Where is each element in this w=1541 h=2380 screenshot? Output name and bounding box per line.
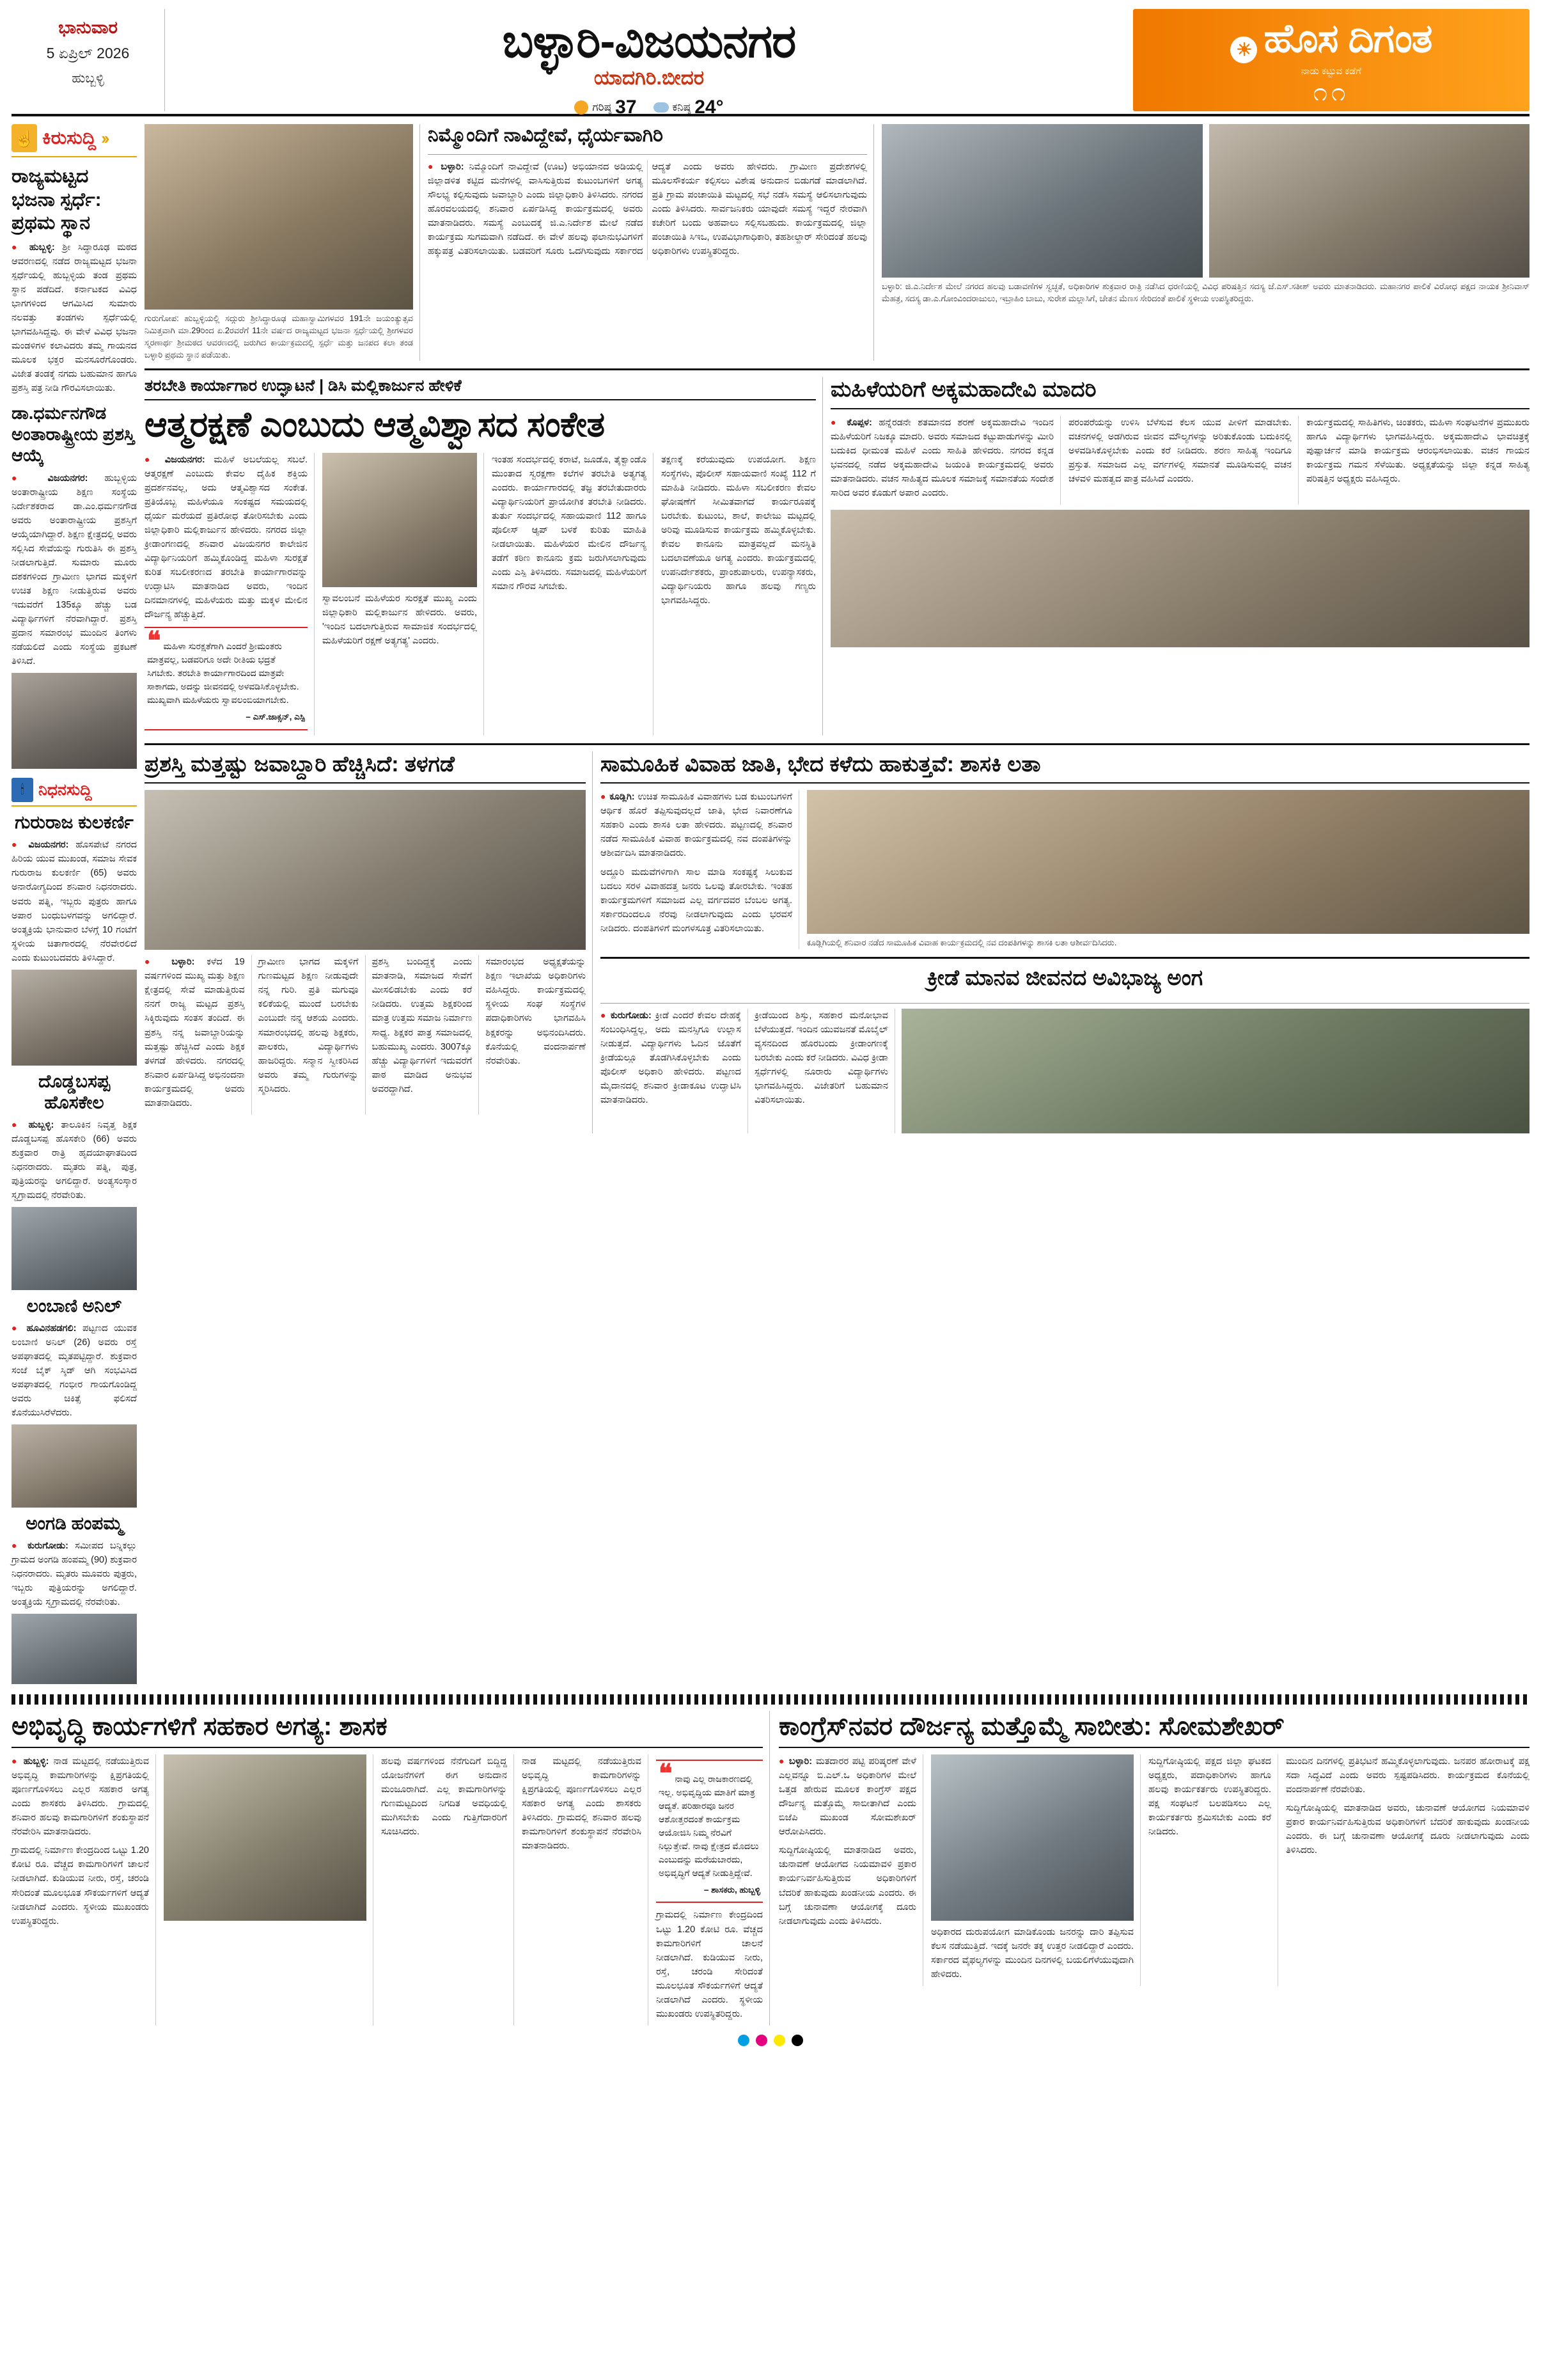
obituary-photo xyxy=(12,970,137,1066)
bullet-icon: ● xyxy=(12,839,22,850)
bottom-right-photo xyxy=(931,1754,1134,1921)
br-col-2: ಸುದ್ದಿಗೋಷ್ಠಿಯಲ್ಲಿ ಪಕ್ಷದ ಜಿಲ್ಲಾ ಘಟಕದ ಅಧ್ಯಕ್ಷರು, ಪದಾಧಿಕಾರಿಗಳು ಹಾಗೂ ಹಲವು ಕಾರ್ಯಕರ್ತರು ಉಪಸ್ಥಿತರಿದ್ದರು. ಪಕ್ಷ ಸಂಘಟನೆ ಬಲಪಡಿಸಲು ಎಲ್ಲ ಕಾರ್ಯಕರ್ತರು ಶ್ರಮಿಸಬೇಕು ಎಂದು ಕರೆ ನೀಡಿದರು. xyxy=(1140,1754,1271,1986)
obituary-name: ಗುರುರಾಜ ಕುಲಕರ್ಣಿ xyxy=(15,812,134,833)
bullet-icon: ● xyxy=(600,1009,607,1020)
quote-mark-icon: ❝ xyxy=(147,627,161,656)
kreede-photo xyxy=(902,1009,1529,1133)
weather-min-label: ಕನಿಷ್ಠ xyxy=(672,101,691,113)
atma-col-4: ತಕ್ಷಣಕ್ಕೆ ಕರೆಯುವುದು ಉಪಯೋಗ. ಶಿಕ್ಷಣ ಸಂಸ್ಥೆಗಳು, ಪೊಲೀಸ್ ಸಹಾಯವಾಣಿ ಸಂಖ್ಯೆ 112 ಗೆ ಮಾಹಿತಿ ನೀಡಿದರು. ಮಹಿಳಾ ಸಬಲೀಕರಣ ಕೇವಲ ಘೋಷಣೆಗೆ ಸೀಮಿತವಾಗದೆ ಕಾರ್ಯರೂಪಕ್ಕೆ ಬರಬೇಕು. ಕುಟುಂಬ, ಶಾಲೆ, ಕಾಲೇಜು ಮಟ್ಟದಲ್ಲಿ ಅರಿವು ಮೂಡಿಸುವ ಕಾರ್ಯಕ್ರಮ ಹಮ್ಮಿಕೊಳ್ಳಬೇಕು. ಕೇವಲ ಕಾನೂನು ಮಾತ್ರವಲ್ಲದೆ ಮನಸ್ಥಿತಿ ಬದಲಾವಣೆಯೂ ಅಗತ್ಯ ಎಂದರು. ಕಾರ್ಯಕ್ರಮದಲ್ಲಿ ಉಪನಿರ್ದೇಶಕರು, ಪ್ರಾಂಶುಪಾಲರು, ಉಪನ್ಯಾಸಕರು, ವಿದ್ಯಾರ್ಥಿನಿಯರು ಹಾಗೂ ಹಲವು ಗಣ್ಯರು ಭಾಗವಹಿಸಿದ್ದರು. xyxy=(653,453,816,736)
sun-burst-icon: ☀ xyxy=(1230,36,1257,63)
atma-col-1: ● ವಿಜಯನಗರ: ಮಹಿಳೆ ಅಬಲೆಯಲ್ಲ ಸಬಲೆ. ಆತ್ಮರಕ್ಷಣೆ ಎಂಬುದು ಕೇವಲ ದೈಹಿಕ ಶಕ್ತಿಯ ಪ್ರದರ್ಶನವಲ್ಲ, ಅದು ಆತ್ಮವಿಶ್ವಾಸದ ಸಂಕೇತ. ಪ್ರತಿಯೊಬ್ಬ ಮಹಿಳೆಯೂ ಸಂಕಷ್ಟದ ಸಮಯದಲ್ಲಿ ಧೈರ್ಯ ಮರೆಯದೆ ಪ್ರತಿರೋಧ ತೋರಿಸಬೇಕು ಎಂದು ಜಿಲ್ಲಾಧಿಕಾರಿ ಮಲ್ಲಿಕಾರ್ಜುನ ಹೇಳಿದರು. ನಗರದ ಜಿಲ್ಲಾ ಕ್ರೀಡಾಂಗಣದಲ್ಲಿ ಶನಿವಾರ ವಿಜಯನಗರ ಕಾಲೇಜಿನ ವಿದ್ಯಾರ್ಥಿನಿಯರಿಗೆ ಹಮ್ಮಿಕೊಂಡಿದ್ದ ಮಹಿಳಾ ಸುರಕ್ಷತೆ ಕುರಿತ ಸಬಲೀಕರಣದ ತರಬೇತಿ ಕಾರ್ಯಾಗಾರವನ್ನು ಉದ್ಘಾಟಿಸಿ ಮಾತನಾಡಿದ ಅವರು, ಇಂದಿನ ದಿನಮಾನಗಳಲ್ಲಿ ಮಹಿಳೆಯರು ಮತ್ತು ಮಕ್ಕಳ ಮೇಲಿನ ದೌರ್ಜನ್ಯ ಹೆಚ್ಚುತ್ತಿದೆ. ❝ ಮಹಿಳಾ ಸುರಕ್ಷತೆಗಾಗಿ ಎಂದರೆ ಶ್ರೀಮಂತರು ಮಾತ್ರವಲ್ಲ, ಬಡವರಿಗೂ ಅದೇ ರೀತಿಯ ಭದ್ರತೆ ಸಿಗಬೇಕು. ತರಬೇತಿ ಕಾರ್ಯಾಗಾರದಿಂದ ಮಾತ್ರವೇ ಸಾಕಾಗದು, ಅದನ್ನು ಜೀವನದಲ್ಲಿ ಅಳವಡಿಸಿಕೊಳ್ಳಬೇಕು. ಮುಖ್ಯವಾಗಿ ಮಹಿಳೆಯರು ಸ್ವಾವಲಂಬಿಯಾಗಬೇಕು. – ಎಸ್.ಜಾಕ್ಸನ್, ಎಸ್ಪಿ xyxy=(145,453,308,736)
nidhana-sudhi-header xyxy=(12,778,137,807)
atma-col-2: ಸ್ವಾವಲಂಬನೆ ಮಹಿಳೆಯರ ಸುರಕ್ಷತೆ ಮುಖ್ಯ ಎಂದು ಜಿಲ್ಲಾಧಿಕಾರಿ ಮಲ್ಲಿಕಾರ್ಜುನ ಹೇಳಿದರು. ಅವರು, 'ಇಂದಿನ ಬದಲಾಗುತ್ತಿರುವ ಸಾಮಾಜಿಕ ಸಂದರ್ಭದಲ್ಲಿ ಮಹಿಳೆಯರಿಗೆ ರಕ್ಷಣೆ ಅತ್ಯಗತ್ಯ' ಎಂದರು. xyxy=(314,453,477,736)
brief-1-body: ● ಹುಬ್ಬಳ್ಳಿ: ಶ್ರೀ ಸಿದ್ಧಾರೂಢ ಮಠದ ಆವರಣದಲ್ಲಿ ನಡೆದ ರಾಜ್ಯಮಟ್ಟದ ಭಜನಾ ಸ್ಪರ್ಧೆಯಲ್ಲಿ ಹುಬ್ಬಳ್ಳಿಯ ತಂಡ ಪ್ರಥಮ ಸ್ಥಾನ ಪಡೆದಿದೆ. ಕರ್ನಾಟಕದ ವಿವಿಧ ಭಾಗಗಳಿಂದ ಆಗಮಿಸಿದ ಸುಮಾರು ನಲವತ್ತು ತಂಡಗಳು ಸ್ಪರ್ಧೆಯಲ್ಲಿ ಭಾಗವಹಿಸಿದ್ದವು. ಈ ವೇಳೆ ವಿವಿಧ ಭಜನಾ ಮಂಡಳಿಗಳ ಕಲಾವಿದರು ತಮ್ಮ ಗಾಯನದ ಮೂಲಕ ಭಕ್ತರ ಮನಸೂರೆಗೊಂಡರು. ವಿಜೇತ ತಂಡಕ್ಕೆ ನಗದು ಬಹುಮಾನ ಹಾಗೂ ಪ್ರಶಸ್ತಿ ಪತ್ರ ನೀಡಿ ಗೌರವಿಸಲಾಯಿತು. xyxy=(12,241,137,394)
cloud-icon xyxy=(653,102,669,113)
samuhika-photo-block xyxy=(799,790,1529,949)
story-atma-kicker: ತರಬೇತಿ ಕಾರ್ಯಾಗಾರ ಉದ್ಘಾಟನೆ | ಡಿಸಿ ಮಲ್ಲಿಕಾರ್ಜುನ ಹೇಳಿಕೆ xyxy=(145,377,816,400)
prashasti-headline: ಪ್ರಶಸ್ತಿ ಮತ್ತಷ್ಟು ಜವಾಬ್ದಾರಿ ಹೆಚ್ಚಿಸಿದೆ: ತಳಗಡೆ xyxy=(145,752,586,784)
logo-edition-mark: ೧೧ xyxy=(1313,78,1350,106)
page-content xyxy=(12,124,1529,1684)
atma-pullquote-attr: – ಎಸ್.ಜಾಕ್ಸನ್, ಎಸ್ಪಿ xyxy=(246,712,305,722)
masthead-date-block xyxy=(12,9,165,111)
prashasti-photo xyxy=(145,790,586,950)
obituary-body: ● ಕುರುಗೋಡು: ಸಮೀಪದ ಬನ್ನಿಕಲ್ಲು ಗ್ರಾಮದ ಅಂಗಡಿ ಹಂಪಮ್ಮ (90) ಶುಕ್ರವಾರ ನಿಧನರಾದರು. ಮೃತರು ಮೂವರು ಪುತ್ರರು, ಇಬ್ಬರು ಪುತ್ರಿಯರನ್ನು ಅಗಲಿದ್ದಾರೆ. ಅಂತ್ಯಕ್ರಿಯೆ ಸ್ವಗ್ರಾಮದಲ್ಲಿ ನೆರವೇರಿತು. xyxy=(12,1540,137,1608)
lamp-icon xyxy=(12,778,33,802)
story-nivedve-headline: ನಿಮ್ಮೊಂದಿಗೆ ನಾವಿದ್ದೇವೆ, ಧೈರ್ಯವಾಗಿರಿ xyxy=(428,125,663,146)
bullet-icon: ● xyxy=(600,791,607,802)
kreede-headline: ಕ್ರೀಡೆ ಮಾನವ ಜೀವನದ ಅವಿಭಾಜ್ಯ ಅಂಗ xyxy=(927,966,1203,991)
weather-max-label: ಗರಿಷ್ಠ xyxy=(592,101,612,113)
brief-1-headline: ರಾಜ್ಯಮಟ್ಟದ ಭಜನಾ ಸ್ಪರ್ಧೆ: ಪ್ರಥಮ ಸ್ಥಾನ xyxy=(12,166,102,234)
story-prashasti xyxy=(145,752,586,1133)
second-row xyxy=(145,377,1529,735)
br-photo-block: ಅಧಿಕಾರದ ದುರುಪಯೋಗ ಮಾಡಿಕೊಂಡು ಜನರನ್ನು ದಾರಿ ತಪ್ಪಿಸುವ ಕೆಲಸ ನಡೆಯುತ್ತಿದೆ. ಇದಕ್ಕೆ ಜನರೇ ತಕ್ಕ ಉತ್ತರ ನೀಡಲಿದ್ದಾರೆ ಎಂದರು. ಸರ್ಕಾರದ ವೈಫಲ್ಯಗಳನ್ನು ಮುಂದಿನ ದಿನಗಳಲ್ಲಿ ಬಯಲಿಗೆಳೆಯುವುದಾಗಿ ಹೇಳಿದರು. xyxy=(923,1754,1134,1986)
bl-col-2: ಹಲವು ವರ್ಷಗಳಿಂದ ನೆನೆಗುದಿಗೆ ಬಿದ್ದಿದ್ದ ಯೋಜನೆಗಳಿಗೆ ಈಗ ಅನುದಾನ ಮಂಜೂರಾಗಿದೆ. ಎಲ್ಲ ಕಾಮಗಾರಿಗಳನ್ನು ಗುಣಮಟ್ಟದಿಂದ ನಿಗದಿತ ಅವಧಿಯಲ್ಲಿ ಮುಗಿಸಬೇಕು ಎಂದು ಗುತ್ತಿಗೆದಾರರಿಗೆ ಸೂಚಿಸಿದರು. xyxy=(373,1754,507,2026)
sun-icon xyxy=(574,100,588,114)
kreede-photo-block xyxy=(895,1009,1529,1133)
yellow-dot-icon xyxy=(774,2035,785,2046)
left-rail xyxy=(12,124,137,1684)
brief-2-photo xyxy=(12,673,137,769)
story-atma xyxy=(145,377,816,735)
bullet-icon: ● xyxy=(12,1756,19,1767)
kiru-sudhi-header xyxy=(12,124,137,157)
bullet-icon: ● xyxy=(145,956,160,967)
story-kreede xyxy=(600,965,1529,1133)
bottom-section xyxy=(12,1711,1529,2026)
protest-photo-1 xyxy=(882,124,1203,278)
third-row xyxy=(145,752,1529,1133)
atma-col-3: ಇಂತಹ ಸಂದರ್ಭದಲ್ಲಿ ಕರಾಟೆ, ಜೂಡೊ, ತೈಕ್ವಾಂಡೊ ಮುಂತಾದ ಸ್ವರಕ್ಷಣಾ ಕಲೆಗಳ ತರಬೇತಿ ಅತ್ಯಗತ್ಯ ಎಂದರು. ಕಾರ್ಯಾಗಾರದಲ್ಲಿ ತಜ್ಞ ತರಬೇತುದಾರರು ವಿದ್ಯಾರ್ಥಿನಿಯರಿಗೆ ಪ್ರಾಯೋಗಿಕ ತರಬೇತಿ ನೀಡಿದರು. ತುರ್ತು ಸಂದರ್ಭದಲ್ಲಿ ಸಹಾಯವಾಣಿ 112 ಹಾಗೂ ಪೊಲೀಸ್ ಆ್ಯಪ್ ಬಳಕೆ ಕುರಿತು ಮಾಹಿತಿ ನೀಡಲಾಯಿತು. ಮಹಿಳೆಯರ ಮೇಲಿನ ದೌರ್ಜನ್ಯ ತಡೆಗೆ ಕಠಿಣ ಕಾನೂನು ಕ್ರಮ ಜರುಗಿಸಲಾಗುವುದು ಎಂದು ಎಸ್ಪಿ ತಿಳಿಸಿದರು. ಸಮಾಜದಲ್ಲಿ ಮಹಿಳೆಯರಿಗೆ ಸಮಾನ ಗೌರವ ಸಿಗಬೇಕು. xyxy=(483,453,646,736)
story-nivedve xyxy=(419,124,867,361)
br-col-1: ● ಬಳ್ಳಾರಿ: ಮತದಾರರ ಪಟ್ಟಿ ಪರಿಷ್ಕರಣೆ ವೇಳೆ ಎಲ್ಲವನ್ನೂ ಬಿ.ಎಲ್.ಒ ಅಧಿಕಾರಿಗಳ ಮೇಲೆ ಒತ್ತಡ ಹೇರುವ ಮೂಲಕ ಕಾಂಗ್ರೆಸ್ ಪಕ್ಷದ ದೌರ್ಜನ್ಯ ಮತ್ತೊಮ್ಮೆ ಸಾಬೀತಾಗಿದೆ ಎಂದು ಬಿಜೆಪಿ ಮುಖಂಡ ಸೋಮಶೇಖರ್ ಆರೋಪಿಸಿದರು. ಸುದ್ದಿಗೋಷ್ಠಿಯಲ್ಲಿ ಮಾತನಾಡಿದ ಅವರು, ಚುನಾವಣೆ ಆಯೋಗದ ನಿಯಮಾವಳಿ ಪ್ರಕಾರ ಕಾರ್ಯನಿರ್ವಹಿಸುತ್ತಿರುವ ಅಧಿಕಾರಿಗಳಿಗೆ ಬೆದರಿಕೆ ಹಾಕುವುದು ಖಂಡನೀಯ ಎಂದರು. ಈ ಬಗ್ಗೆ ಚುನಾವಣಾ ಆಯೋಗಕ್ಕೆ ದೂರು ನೀಡಲಾಗುವುದು ಎಂದು ತಿಳಿಸಿದರು. xyxy=(779,1756,916,1927)
bl-col-1: ● ಹುಬ್ಬಳ್ಳಿ: ನಾಡ ಮಟ್ಟದಲ್ಲಿ ನಡೆಯುತ್ತಿರುವ ಅಭಿವೃದ್ಧಿ ಕಾಮಗಾರಿಗಳನ್ನು ಕ್ಷಿಪ್ರಗತಿಯಲ್ಲಿ ಪೂರ್ಣಗೊಳಿಸಲು ಎಲ್ಲರ ಸಹಕಾರ ಅಗತ್ಯ ಎಂದು ಶಾಸಕರು ತಿಳಿಸಿದರು. ಗ್ರಾಮದಲ್ಲಿ ಶನಿವಾರ ಹಲವು ಕಾಮಗಾರಿಗಳಿಗೆ ಶಂಕುಸ್ಥಾಪನೆ ನೆರವೇರಿಸಿ ಮಾತನಾಡಿದರು. ಗ್ರಾಮದಲ್ಲಿ ನಿರ್ಮಾಣ ಕೇಂದ್ರದಿಂದ ಒಟ್ಟು 1.20 ಕೋಟಿ ರೂ. ವೆಚ್ಚದ ಕಾಮಗಾರಿಗಳಿಗೆ ಚಾಲನೆ ನೀಡಲಾಗಿದೆ. ಕುಡಿಯುವ ನೀರು, ರಸ್ತೆ, ಚರಂಡಿ ಸೇರಿದಂತೆ ಮೂಲಭೂತ ಸೌಕರ್ಯಗಳಿಗೆ ಆದ್ಯತೆ ನೀಡಲಾಗಿದೆ ಎಂದರು. ಸ್ಥಳೀಯ ಮುಖಂಡರು ಉಪಸ್ಥಿತರಿದ್ದರು. xyxy=(12,1756,149,1927)
cyan-dot-icon xyxy=(738,2035,749,2046)
br-col-3: ಮುಂದಿನ ದಿನಗಳಲ್ಲಿ ಪ್ರತಿಭಟನೆ ಹಮ್ಮಿಕೊಳ್ಳಲಾಗುವುದು. ಜನಪರ ಹೋರಾಟಕ್ಕೆ ಪಕ್ಷ ಸದಾ ಸಿದ್ಧವಿದೆ ಎಂದು ಅವರು ಸ್ಪಷ್ಟಪಡಿಸಿದರು. ಕಾರ್ಯಕ್ರಮದ ಕೊನೆಯಲ್ಲಿ ವಂದನಾರ್ಪಣೆ ನೆರವೇರಿತು. ಸುದ್ದಿಗೋಷ್ಠಿಯಲ್ಲಿ ಮಾತನಾಡಿದ ಅವರು, ಚುನಾವಣೆ ಆಯೋಗದ ನಿಯಮಾವಳಿ ಪ್ರಕಾರ ಕಾರ್ಯನಿರ್ವಹಿಸುತ್ತಿರುವ ಅಧಿಕಾರಿಗಳಿಗೆ ಬೆದರಿಕೆ ಹಾಕುವುದು ಖಂಡನೀಯ ಎಂದರು. ಈ ಬಗ್ಗೆ ಚುನಾವಣಾ ಆಯೋಗಕ್ಕೆ ದೂರು ನೀಡಲಾಗುವುದು ಎಂದು ತಿಳಿಸಿದರು. xyxy=(1278,1754,1529,1986)
top-right-photo-block xyxy=(873,124,1529,361)
kreede-col-1: ● ಕುರುಗೋಡು: ಕ್ರೀಡೆ ಎಂದರೆ ಕೇವಲ ದೇಹಕ್ಕೆ ಸಂಬಂಧಿಸಿದ್ದಲ್ಲ, ಅದು ಮನಸ್ಸಿಗೂ ಉಲ್ಲಾಸ ನೀಡುತ್ತದೆ. ವಿದ್ಯಾರ್ಥಿಗಳು ಓದಿನ ಜೊತೆಗೆ ಕ್ರೀಡೆಯಲ್ಲೂ ತೊಡಗಿಸಿಕೊಳ್ಳಬೇಕು ಎಂದು ಪೊಲೀಸ್ ಅಧಿಕಾರಿ ಹೇಳಿದರು. ಪಟ್ಟಣದ ಮೈದಾನದಲ್ಲಿ ಶನಿವಾರ ಕ್ರೀಡಾಕೂಟ ಉದ್ಘಾಟಿಸಿ ಮಾತನಾಡಿದರು. xyxy=(600,1009,741,1106)
publication-logo xyxy=(1133,9,1529,111)
weather-strip xyxy=(165,97,1133,118)
obituary-body: ● ಹುಬ್ಬಳ್ಳಿ: ತಾಲೂಕಿನ ನಿವೃತ್ತ ಶಿಕ್ಷಕ ದೊಡ್ಡಬಸಪ್ಪ ಹೊಸಕೇರಿ (66) ಅವರು ಶುಕ್ರವಾರ ರಾತ್ರಿ ಹೃದಯಾಘಾತದಿಂದ ನಿಧನರಾದರು. ಮೃತರು ಪತ್ನಿ, ಪುತ್ರ, ಪುತ್ರಿಯರನ್ನು ಅಗಲಿದ್ದಾರೆ. ಅಂತ್ಯಸಂಸ್ಕಾರ ಸ್ವಗ್ರಾಮದಲ್ಲಿ ನೆರವೇರಿತು. xyxy=(12,1119,137,1201)
chevron-right-icon: ›› xyxy=(101,128,107,148)
top-photo-block xyxy=(145,124,413,361)
weather-min-value: 24° xyxy=(694,97,724,118)
bullet-icon: ● xyxy=(12,472,31,483)
samuhika-headline: ಸಾಮೂಹಿಕ ವಿವಾಹ ಜಾತಿ, ಭೇದ ಕಳೆದು ಹಾಕುತ್ತವೆ: ಶಾಸಕಿ ಲತಾ xyxy=(600,752,1529,784)
logo-text: ☀ ಹೊಸ ದಿಗಂತ xyxy=(1145,19,1518,63)
samuhika-col-1: ● ಕೂಡ್ಲಿಗಿ: ಉಚಿತ ಸಾಮೂಹಿಕ ವಿವಾಹಗಳು ಬಡ ಕುಟುಂಬಗಳಿಗೆ ಆರ್ಥಿಕ ಹೊರೆ ತಪ್ಪಿಸುವುದಲ್ಲದೆ ಜಾತಿ, ಭೇದ ನಿವಾರಣೆಗೂ ಸಹಕಾರಿ ಎಂದು ಶಾಸಕಿ ಲತಾ ಹೇಳಿದರು. ಪಟ್ಟಣದಲ್ಲಿ ಶನಿವಾರ ನಡೆದ ಸಾಮೂಹಿಕ ವಿವಾಹ ಕಾರ್ಯಕ್ರಮದಲ್ಲಿ ನವ ದಂಪತಿಗಳನ್ನು ಆಶೀರ್ವದಿಸಿ ಮಾತನಾಡಿದರು. ಅದ್ದೂರಿ ಮದುವೆಗಳಿಗಾಗಿ ಸಾಲ ಮಾಡಿ ಸಂಕಷ್ಟಕ್ಕೆ ಸಿಲುಕುವ ಬದಲು ಸರಳ ವಿವಾಹದತ್ತ ಜನರು ಒಲವು ತೋರಬೇಕು. ಇಂತಹ ಕಾರ್ಯಕ್ರಮಗಳಿಗೆ ಸಮಾಜದ ಎಲ್ಲ ವರ್ಗದವರ ಬೆಂಬಲ ಅಗತ್ಯ. ಸರ್ಕಾರದಿಂದಲೂ ನೆರವು ನೀಡಲಾಗುವುದು ಎಂದು ಭರವಸೆ ನೀಡಿದರು. ದಂಪತಿಗಳಿಗೆ ಮಂಗಳಸೂತ್ರ ವಿತರಿಸಲಾಯಿತು. xyxy=(600,791,792,934)
kiru-label: ಕಿರುಸುದ್ದಿ xyxy=(42,127,97,148)
decorative-band xyxy=(12,1694,1529,1705)
bullet-icon: ● xyxy=(12,1119,22,1130)
obituary-name: ಅಂಗಡಿ ಹಂಪಮ್ಮ xyxy=(26,1513,123,1534)
bottom-left-photo xyxy=(164,1754,366,1921)
bottom-right-headline: ಕಾಂಗ್ರೆಸ್‌ನವರ ದೌರ್ಜನ್ಯ ಮತ್ತೊಮ್ಮೆ ಸಾಬೀತು: ಸೋಮಶೇಖರ್ xyxy=(779,1711,1529,1748)
akka-col-1: ● ಕೊಪ್ಪಳ: ಹನ್ನೆರಡನೇ ಶತಮಾನದ ಶರಣೆ ಅಕ್ಕಮಹಾದೇವಿ ಇಂದಿನ ಮಹಿಳೆಯರಿಗೆ ನಿಜಕ್ಕೂ ಮಾದರಿ. ಅವರು ಸಮಾಜದ ಕಟ್ಟುಪಾಡುಗಳನ್ನು ಮೀರಿ ಬದುಕಿದ ಧೀಮಂತ ಮಹಿಳೆ ಎಂದು ಸಾಹಿತಿ ಹೇಳಿದರು. ನಗರದ ಕನ್ನಡ ಭವನದಲ್ಲಿ ನಡೆದ ಅಕ್ಕಮಹಾದೇವಿ ಜಯಂತಿ ಕಾರ್ಯಕ್ರಮದಲ್ಲಿ ಅವರು ಮಾತನಾಡಿದರು. ವಚನ ಸಾಹಿತ್ಯದ ಮೂಲಕ ಸಮಾಜಕ್ಕೆ ಸಮಾನತೆಯ ಸಂದೇಶ ಸಾರಿದ ಅವರ ಕೊಡುಗೆ ಅಪಾರ ಎಂದರು. xyxy=(831,417,1054,499)
quote-mark-icon: ❝ xyxy=(659,1760,673,1788)
logo-tagline: ನಾಡು ಕಟ್ಟುವ ಕಡೆಗೆ xyxy=(1301,66,1361,77)
bullet-icon: ● xyxy=(779,1756,786,1767)
akka-col-3: ಕಾರ್ಯಕ್ರಮದಲ್ಲಿ ಸಾಹಿತಿಗಳು, ಚಿಂತಕರು, ಮಹಿಳಾ ಸಂಘಟನೆಗಳ ಪ್ರಮುಖರು ಹಾಗೂ ವಿದ್ಯಾರ್ಥಿಗಳು ಭಾಗವಹಿಸಿದ್ದರು. ಅಕ್ಕಮಹಾದೇವಿ ಭಾವಚಿತ್ರಕ್ಕೆ ಪುಷ್ಪಾರ್ಚನೆ ಮಾಡಿ ಕಾರ್ಯಕ್ರಮ ಆರಂಭಿಸಲಾಯಿತು. ವಚನ ಗಾಯನ ಕಾರ್ಯಕ್ರಮ ಗಮನ ಸೆಳೆಯಿತು. ಅಧ್ಯಕ್ಷತೆಯನ್ನು ಜಿಲ್ಲಾ ಕನ್ನಡ ಸಾಹಿತ್ಯ ಪರಿಷತ್ತಿನ ಅಧ್ಯಕ್ಷರು ವಹಿಸಿದ್ದರು. xyxy=(1298,416,1529,505)
color-registration-marks xyxy=(12,2035,1529,2046)
black-dot-icon xyxy=(792,2035,803,2046)
bottom-left-story xyxy=(12,1711,763,2026)
bullet-icon: ● xyxy=(831,417,840,428)
obituary-name: ದೊಡ್ಡಬಸಪ್ಪ ಹೊಸಕೇಲ xyxy=(38,1071,110,1112)
prashasti-col-3: ಪ್ರಶಸ್ತಿ ಬಂದಿದ್ದಕ್ಕೆ ಎಂದು ಮಾತನಾಡಿ, ಸಮಾಜದ ಸೇವೆಗೆ ಮೀಸಲಿಡಬೇಕು ಎಂದು ಕರೆ ನೀಡಿದರು. ಉತ್ತಮ ಶಿಕ್ಷಕರಿಂದ ಮಾತ್ರ ಉತ್ತಮ ಸಮಾಜ ನಿರ್ಮಾಣ ಸಾಧ್ಯ. ಶಿಕ್ಷಕರ ಪಾತ್ರ ಸಮಾಜದಲ್ಲಿ ಬಹುಮುಖ್ಯ ಎಂದರು. 3007ಕ್ಕೂ ಹೆಚ್ಚು ವಿದ್ಯಾರ್ಥಿಗಳಿಗೆ ಇದುವರೆಗೆ ಪಾಠ ಮಾಡಿದ ಅನುಭವ ಅವರದ್ದಾಗಿದೆ. xyxy=(365,955,473,1114)
protest-photo-2 xyxy=(1209,124,1530,278)
nidhana-label: ನಿಧನಸುದ್ದಿ xyxy=(38,780,92,799)
bottom-right-story xyxy=(769,1711,1529,2026)
brief-2-headline: ಡಾ.ಧರ್ಮನಗೌಡ ಅಂತಾರಾಷ್ಟ್ರೀಯ ಪ್ರಶಸ್ತಿ ಆಯ್ಕೆ xyxy=(12,404,135,465)
page-subtitle: ಯಾದಗಿರಿ.ಬೀದರ xyxy=(593,67,705,89)
akka-photo xyxy=(831,510,1529,647)
divider xyxy=(428,154,867,155)
story-nivedve-body: ● ಬಳ್ಳಾರಿ: ನಿಮ್ಮೊಂದಿಗೆ ನಾವಿದ್ದೇವೆ (ಊಟ) ಅಭಿಯಾನದ ಅಡಿಯಲ್ಲಿ ಜಿಲ್ಲಾಡಳಿತ ಕಟ್ಟಿದ ಮನೆಗಳಲ್ಲಿ ವಾಸಿಸುತ್ತಿರುವ ಕುಟುಂಬಗಳಿಗೆ ಅಗತ್ಯ ಸೌಲಭ್ಯ ಕಲ್ಪಿಸುವುದು ಜವಾಬ್ದಾರಿ ಎಂದು ಜಿಲ್ಲಾಧಿಕಾರಿ ತಿಳಿಸಿದರು. ನಗರದ ಹೊರವಲಯದಲ್ಲಿ ಶನಿವಾರ ಏರ್ಪಡಿಸಿದ್ದ ಕಾರ್ಯಕ್ರಮದಲ್ಲಿ ಅವರು ಮಾತನಾಡಿದರು. ಸಮಸ್ಯೆ ಎಂಬುದಕ್ಕೆ ಜಿ.ಎ.ನಿರ್ದೇಶ ಮೇಲೆ ನಡೆದ ಕಾರ್ಯಕ್ರಮ ಸುಗಮವಾಗಿ ನಡೆದಿದೆ. ಈ ವೇಳೆ ಹಲವು ಫಲಾನುಭವಿಗಳಿಗೆ ಹಕ್ಕುಪತ್ರ ವಿತರಿಸಲಾಯಿತು. ಬಡವರಿಗೆ ಸೂರು ಒದಗಿಸುವುದು ಸರ್ಕಾರದ ಆದ್ಯತೆ ಎಂದು ಅವರು ಹೇಳಿದರು. ಗ್ರಾಮೀಣ ಪ್ರದೇಶಗಳಲ್ಲಿ ಮೂಲಸೌಕರ್ಯ ಕಲ್ಪಿಸಲು ವಿಶೇಷ ಅನುದಾನ ಬಿಡುಗಡೆ ಮಾಡಲಾಗಿದೆ. ಪ್ರತಿ ಗ್ರಾಮ ಪಂಚಾಯಿತಿ ಮಟ್ಟದಲ್ಲಿ ಸಭೆ ನಡೆಸಿ ಸಮಸ್ಯೆ ಆಲಿಸಲಾಗುವುದು ಎಂದು ತಿಳಿಸಿದರು. ಸಾರ್ವಜನಿಕರು ಯಾವುದೇ ಸಮಸ್ಯೆ ಇದ್ದರೆ ನೇರವಾಗಿ ಕಚೇರಿಗೆ ಬಂದು ಅಹವಾಲು ಸಲ್ಲಿಸಬಹುದು. ಕಾರ್ಯಕ್ರಮದಲ್ಲಿ ಜಿಲ್ಲಾ ಪಂಚಾಯಿತಿ ಸಿಇಒ, ಉಪವಿಭಾಗಾಧಿಕಾರಿ, ತಹಶೀಲ್ದಾರ್ ಸೇರಿದಂತೆ ಹಲವು ಅಧಿಕಾರಿಗಳು ಉಪಸ್ಥಿತರಿದ್ದರು. xyxy=(428,161,867,256)
masthead-title-block xyxy=(165,9,1133,118)
obituary-photo xyxy=(12,1424,137,1508)
bl-col-3: ನಾಡ ಮಟ್ಟದಲ್ಲಿ ನಡೆಯುತ್ತಿರುವ ಅಭಿವೃದ್ಧಿ ಕಾಮಗಾರಿಗಳನ್ನು ಕ್ಷಿಪ್ರಗತಿಯಲ್ಲಿ ಪೂರ್ಣಗೊಳಿಸಲು ಎಲ್ಲರ ಸಹಕಾರ ಅಗತ್ಯ ಎಂದು ಶಾಸಕರು ತಿಳಿಸಿದರು. ಗ್ರಾಮದಲ್ಲಿ ಶನಿವಾರ ಹಲವು ಕಾಮಗಾರಿಗಳಿಗೆ ಶಂಕುಸ್ಥಾಪನೆ ನೆರವೇರಿಸಿ ಮಾತನಾಡಿದರು. xyxy=(513,1754,641,2026)
bullet-icon: ● xyxy=(12,1322,20,1333)
bl-quote-block: ❝ ನಾವು ಎಲ್ಲ ರಾಜಕಾರಣದಲ್ಲಿ ಇಲ್ಲ. ಅಭಿವೃದ್ಧಿಯ ಮಾತಿಗೆ ಮಾತ್ರ ಆದ್ಯತೆ. ಪರಿಹಾರವೂ ಜನರ ಆಶೋತ್ತರದಂತೆ ಕಾರ್ಯಕ್ರಮ ಆಯೋಜಿಸಿ ನಿಮ್ಮ ನೆರವಿಗೆ ನಿಲ್ಲುತ್ತೇವೆ. ನಾವು ಕ್ಷೇತ್ರದ ಮೊದಲು ಎಂಬುದನ್ನು ಮರೆಯಬಾರದು, ಅಭಿವೃದ್ಧಿಗೆ ಆದ್ಯತೆ ನೀಡುತ್ತಿದ್ದೇವೆ. – ಶಾಸಕರು, ಹುಬ್ಬಳ್ಳಿ ಗ್ರಾಮದಲ್ಲಿ ನಿರ್ಮಾಣ ಕೇಂದ್ರದಿಂದ ಒಟ್ಟು 1.20 ಕೋಟಿ ರೂ. ವೆಚ್ಚದ ಕಾಮಗಾರಿಗಳಿಗೆ ಚಾಲನೆ ನೀಡಲಾಗಿದೆ. ಕುಡಿಯುವ ನೀರು, ರಸ್ತೆ, ಚರಂಡಿ ಸೇರಿದಂತೆ ಮೂಲಭೂತ ಸೌಕರ್ಯಗಳಿಗೆ ಆದ್ಯತೆ ನೀಡಲಾಗಿದೆ ಎಂದರು. ಸ್ಥಳೀಯ ಮುಖಂಡರು ಉಪಸ್ಥಿತರಿದ್ದರು. xyxy=(648,1754,763,2026)
divider xyxy=(145,368,1529,370)
weather-min xyxy=(653,97,724,118)
samuhika-caption: ಕೂಡ್ಲಿಗಿಯಲ್ಲಿ ಶನಿವಾರ ನಡೆದ ಸಾಮೂಹಿಕ ವಿವಾಹ ಕಾರ್ಯಕ್ರಮದಲ್ಲಿ ನವ ದಂಪತಿಗಳನ್ನು ಶಾಸಕಿ ಲತಾ ಆಶೀರ್ವದಿಸಿದರು. xyxy=(807,938,1117,948)
divider xyxy=(145,743,1529,745)
masthead-date: 5 ಏಪ್ರಿಲ್ 2026 xyxy=(46,45,130,61)
obituary-photo xyxy=(12,1207,137,1290)
bl-photo-block xyxy=(155,1754,366,2026)
akka-headline: ಮಹಿಳೆಯರಿಗೆ ಅಕ್ಕಮಹಾದೇವಿ ಮಾದರಿ xyxy=(831,377,1529,409)
obituary-body: ● ಹೂವಿನಹಡಗಲಿ: ಪಟ್ಟಣದ ಯುವಕ ಲಂಬಾಣಿ ಅನಿಲ್ (26) ಅವರು ರಸ್ತೆ ಅಪಘಾತದಲ್ಲಿ ಮೃತಪಟ್ಟಿದ್ದಾರೆ. ಶುಕ್ರವಾರ ಸಂಜೆ ಬೈಕ್ ಸ್ಕಿಡ್ ಆಗಿ ಸಂಭವಿಸಿದ ಅಪಘಾತದಲ್ಲಿ ಗಂಭೀರ ಗಾಯಗೊಂಡಿದ್ದ ಅವರು ಚಿಕಿತ್ಸೆ ಫಲಿಸದೆ ಕೊನೆಯುಸಿರೆಳೆದರು. xyxy=(12,1322,137,1419)
kreede-col-2: ಕ್ರೀಡೆಯಿಂದ ಶಿಸ್ತು, ಸಹಕಾರ ಮನೋಭಾವ ಬೆಳೆಯುತ್ತದೆ. ಇಂದಿನ ಯುವಜನತೆ ಮೊಬೈಲ್ ವ್ಯಸನದಿಂದ ಹೊರಬಂದು ಕ್ರೀಡಾಂಗಣಕ್ಕೆ ಬರಬೇಕು ಎಂದು ಕರೆ ನೀಡಿದರು. ವಿವಿಧ ಕ್ರೀಡಾ ಸ್ಪರ್ಧೆಗಳಲ್ಲಿ ನೂರಾರು ವಿದ್ಯಾರ್ಥಿಗಳು ಭಾಗವಹಿಸಿದ್ದರು. ವಿಜೇತರಿಗೆ ಬಹುಮಾನ ವಿತರಿಸಲಾಯಿತು. xyxy=(747,1009,888,1133)
bullet-icon: ● xyxy=(12,1540,21,1551)
prashasti-col-2: ಗ್ರಾಮೀಣ ಭಾಗದ ಮಕ್ಕಳಿಗೆ ಗುಣಮಟ್ಟದ ಶಿಕ್ಷಣ ನೀಡುವುದೇ ನನ್ನ ಗುರಿ. ಪ್ರತಿ ಮಗುವೂ ಕಲಿಕೆಯಲ್ಲಿ ಮುಂದೆ ಬರಬೇಕು ಎಂಬುದೇ ನನ್ನ ಆಶಯ ಎಂದರು. ಸಮಾರಂಭದಲ್ಲಿ ಹಲವು ಶಿಕ್ಷಕರು, ಪಾಲಕರು, ವಿದ್ಯಾರ್ಥಿಗಳು ಹಾಜರಿದ್ದರು. ಸನ್ಮಾನ ಸ್ವೀಕರಿಸಿದ ಅವರು ತಮ್ಮ ಗುರುಗಳನ್ನು ಸ್ಮರಿಸಿದರು. xyxy=(251,955,359,1114)
story-atma-headline: ಆತ್ಮರಕ್ಷಣೆ ಎಂಬುದು ಆತ್ಮವಿಶ್ವಾಸದ ಸಂಕೇತ xyxy=(145,406,605,445)
bhajana-photo xyxy=(145,124,413,310)
story-akkamahadevi xyxy=(822,377,1529,735)
brief-2-body: ● ವಿಜಯನಗರ: ಹುಬ್ಬಳ್ಳಿಯ ಅಂತಾರಾಷ್ಟ್ರೀಯ ಶಿಕ್ಷಣ ಸಂಸ್ಥೆಯ ನಿರ್ದೇಶಕರಾದ ಡಾ.ಎಂ.ಧರ್ಮನಗೌಡ ಅವರು ಅಂತಾರಾಷ್ಟ್ರೀಯ ಪ್ರಶಸ್ತಿಗೆ ಆಯ್ಕೆಯಾಗಿದ್ದಾರೆ. ಶಿಕ್ಷಣ ಕ್ಷೇತ್ರದಲ್ಲಿ ಅವರು ಸಲ್ಲಿಸಿದ ಸೇವೆಯನ್ನು ಗುರುತಿಸಿ ಈ ಪ್ರಶಸ್ತಿ ನೀಡಲಾಗುತ್ತಿದೆ. ಸುಮಾರು ಮೂರು ದಶಕಗಳಿಂದ ಗ್ರಾಮೀಣ ಭಾಗದ ಮಕ್ಕಳಿಗೆ ಉಚಿತ ಶಿಕ್ಷಣ ನೀಡುತ್ತಿರುವ ಅವರು ಇದುವರೆಗೆ 135ಕ್ಕೂ ಹೆಚ್ಚು ಬಡ ವಿದ್ಯಾರ್ಥಿಗಳಿಗೆ ನೆರವಾಗಿದ್ದಾರೆ. ಪ್ರಶಸ್ತಿ ಪ್ರದಾನ ಸಮಾರಂಭ ಮುಂದಿನ ತಿಂಗಳು ನಡೆಯಲಿದೆ ಎಂದು ಸಂಸ್ಥೆಯ ಪ್ರಕಟಣೆ ತಿಳಿಸಿದೆ. xyxy=(12,472,137,667)
bullet-icon: ● xyxy=(12,241,22,252)
bullet-icon: ● xyxy=(428,161,436,171)
story-samuhika xyxy=(592,752,1529,1133)
magenta-dot-icon xyxy=(756,2035,767,2046)
protest-caption: ಬಳ್ಳಾರಿ: ಜಿ.ಎ.ನಿರ್ದೇಶ ಮೇಲೆ ನಗರದ ಹಲವು ಬಡಾವಣೆಗಳ ಸ್ವಚ್ಛತೆ, ಅಧಿಕಾರಿಗಳ ಶುಕ್ರವಾರ ರಾತ್ರಿ ನಡೆಸಿದ ಧರಣಿಯಲ್ಲಿ ವಿವಿಧ ಪರಿಷತ್ತಿನ ಸದಸ್ಯ ಜೆ.ಎಸ್.ಸತೀಶ್ ಅವರು ಮಾತನಾಡಿದರು. ಮಹಾನಗರ ಪಾಲಿಕೆ ವಿರೋಧ ಪಕ್ಷದ ನಾಯಕ ಶ್ರೀನಿವಾಸ್ ಮೆಹತ್ರ, ಸದಸ್ಯ ಡಾ.ಎ.ಗೋಂವಿಂದರಾಜುಲು, ಇಬ್ರಾಹಿಂ ಬಾಬು, ಸುರೇಶ ಮಲ್ಲಾಸಿಗೆ, ಚೇತನ ಮೆಣಸ ಸೇರಿದಂತೆ ಪಾಲಿಕೆ ಸ್ಥಳೀಯ ಉಪಸ್ಥಿತರಿದ್ದರು. xyxy=(882,281,1529,303)
akka-col-2: ಪರಂಪರೆಯನ್ನು ಉಳಿಸಿ ಬೆಳೆಸುವ ಕೆಲಸ ಯುವ ಪೀಳಿಗೆ ಮಾಡಬೇಕು. ವಚನಗಳಲ್ಲಿ ಅಡಗಿರುವ ಜೀವನ ಮೌಲ್ಯಗಳನ್ನು ಅರಿತುಕೊಂಡು ಬದುಕಿನಲ್ಲಿ ಅಳವಡಿಸಿಕೊಳ್ಳಬೇಕು ಎಂದು ಕರೆ ನೀಡಿದರು. ಶರಣ ಸಾಹಿತ್ಯ ಇಂದಿಗೂ ಪ್ರಸ್ತುತ. ಸಮಾಜದ ಎಲ್ಲ ವರ್ಗಗಳಲ್ಲಿ ಸಮಾನತೆ ಮೂಡಿಸುವಲ್ಲಿ ವಚನ ಚಳವಳಿ ಮಹತ್ವದ ಪಾತ್ರ ವಹಿಸಿದೆ ಎಂದರು. xyxy=(1060,416,1292,505)
page-title: ಬಳ್ಳಾರಿ-ವಿಜಯನಗರ xyxy=(502,16,796,67)
bullet-icon: ● xyxy=(145,453,157,464)
prashasti-col-1: ● ಬಳ್ಳಾರಿ: ಕಳೆದ 19 ವರ್ಷಗಳಿಂದ ಮುಖ್ಯ ಮತ್ತು ಶಿಕ್ಷಣ ಕ್ಷೇತ್ರದಲ್ಲಿ ಸೇವೆ ಮಾಡುತ್ತಿರುವ ನನಗೆ ರಾಜ್ಯ ಮಟ್ಟದ ಪ್ರಶಸ್ತಿ ಸಿಕ್ಕಿರುವುದು ಸಂತಸ ತಂದಿದೆ. ಈ ಪ್ರಶಸ್ತಿ ನನ್ನ ಜವಾಬ್ದಾರಿಯನ್ನು ಮತ್ತಷ್ಟು ಹೆಚ್ಚಿಸಿದೆ ಎಂದು ಶಿಕ್ಷಕ ತಳಗಡೆ ಹೇಳಿದರು. ನಗರದಲ್ಲಿ ಶನಿವಾರ ಏರ್ಪಡಿಸಿದ್ದ ಅಭಿನಂದನಾ ಕಾರ್ಯಕ್ರಮದಲ್ಲಿ ಅವರು ಮಾತನಾಡಿದರು. xyxy=(145,956,245,1108)
main-column xyxy=(145,124,1529,1684)
weather-max xyxy=(574,97,636,118)
top-row xyxy=(145,124,1529,361)
bottom-left-pullquote-attr: – ಶಾಸಕರು, ಹುಬ್ಬಳ್ಳಿ xyxy=(703,1885,760,1895)
obituary-body: ● ವಿಜಯನಗರ: ಹೊಸಪೇಟೆ ನಗರದ ಹಿರಿಯ ಯುವ ಮುಖಂಡ, ಸಮಾಜ ಸೇವಕ ಗುರುರಾಜ ಕುಲಕರ್ಣಿ (65) ಅವರು ಅನಾರೋಗ್ಯದಿಂದ ಶನಿವಾರ ನಿಧನರಾದರು. ಅವರು ಪತ್ನಿ, ಇಬ್ಬರು ಪುತ್ರರು ಹಾಗೂ ಅಪಾರ ಬಂಧುಬಳಗವನ್ನು ಅಗಲಿದ್ದಾರೆ. ಅಂತ್ಯಕ್ರಿಯೆ ಭಾನುವಾರ ಬೆಳಗ್ಗೆ 10 ಗಂಟೆಗೆ ಸ್ಥಳೀಯ ಚಿತಾಗಾರದಲ್ಲಿ ನೆರವೇರಲಿದೆ ಎಂದು ಕುಟುಂಬದವರು ತಿಳಿಸಿದ್ದಾರೆ. xyxy=(12,839,137,963)
masthead xyxy=(12,9,1529,116)
weather-max-value: 37 xyxy=(615,97,637,118)
bottom-left-pullquote: ❝ ನಾವು ಎಲ್ಲ ರಾಜಕಾರಣದಲ್ಲಿ ಇಲ್ಲ. ಅಭಿವೃದ್ಧಿಯ ಮಾತಿಗೆ ಮಾತ್ರ ಆದ್ಯತೆ. ಪರಿಹಾರವೂ ಜನರ ಆಶೋತ್ತರದಂತೆ ಕಾರ್ಯಕ್ರಮ ಆಯೋಜಿಸಿ ನಿಮ್ಮ ನೆರವಿಗೆ ನಿಲ್ಲುತ್ತೇವೆ. ನಾವು ಕ್ಷೇತ್ರದ ಮೊದಲು ಎಂಬುದನ್ನು ಮರೆಯಬಾರದು, ಅಭಿವೃದ್ಧಿಗೆ ಆದ್ಯತೆ ನೀಡುತ್ತಿದ್ದೇವೆ. – ಶಾಸಕರು, ಹುಬ್ಬಳ್ಳಿ xyxy=(656,1760,763,1903)
atma-photo xyxy=(322,453,477,587)
masthead-city: ಹುಬ್ಬಳ್ಳಿ xyxy=(72,71,104,86)
hand-pointer-icon xyxy=(12,124,37,152)
samuhika-photo xyxy=(807,790,1529,934)
atma-pullquote: ❝ ಮಹಿಳಾ ಸುರಕ್ಷತೆಗಾಗಿ ಎಂದರೆ ಶ್ರೀಮಂತರು ಮಾತ್ರವಲ್ಲ, ಬಡವರಿಗೂ ಅದೇ ರೀತಿಯ ಭದ್ರತೆ ಸಿಗಬೇಕು. ತರಬೇತಿ ಕಾರ್ಯಾಗಾರದಿಂದ ಮಾತ್ರವೇ ಸಾಕಾಗದು, ಅದನ್ನು ಜೀವನದಲ್ಲಿ ಅಳವಡಿಸಿಕೊಳ್ಳಬೇಕು. ಮುಖ್ಯವಾಗಿ ಮಹಿಳೆಯರು ಸ್ವಾವಲಂಬಿಯಾಗಬೇಕು. – ಎಸ್.ಜಾಕ್ಸನ್, ಎಸ್ಪಿ xyxy=(145,627,308,730)
bhajana-caption: ಗುರುಗೋಪ: ಹುಬ್ಬಳ್ಳಿಯಲ್ಲಿ ಸದ್ಗುರು ಶ್ರೀಸಿದ್ಧಾರೂಢ ಮಹಾಸ್ವಾಮಿಗಳವರ 191ನೇ ಜಯಂತ್ಯುತ್ಸವ ನಿಮಿತ್ತವಾಗಿ ಮಾ.29ರಿಂದ ಏ.2ರವರೆಗೆ 11ನೇ ವರ್ಷದ ರಾಜ್ಯಮಟ್ಟದ ಭಜನಾ ಸ್ಪರ್ಧೆಯಲ್ಲಿ ಶ್ರೀಗಳವರ ಸ್ಮರಣಾರ್ಥ ಶ್ರೀಮಠದ ಆವರಣದಲ್ಲಿ ಜರುಗಿದ ಕಾರ್ಯಕ್ರಮದಲ್ಲಿ ಸ್ಪರ್ಧೆ ಮತ್ತು ಜನಪದ ಕಲಾ ತಂಡ ಬಳ್ಳಾರಿ ಪ್ರಥಮ ಸ್ಥಾನ ಪಡೆಯಿತು. xyxy=(145,313,413,359)
bottom-left-headline: ಅಭಿವೃದ್ಧಿ ಕಾರ್ಯಗಳಿಗೆ ಸಹಕಾರ ಅಗತ್ಯ: ಶಾಸಕ xyxy=(12,1711,763,1748)
obituary-photo xyxy=(12,1614,137,1684)
masthead-day: ಭಾನುವಾರ xyxy=(58,18,118,37)
obituary-name: ಲಂಬಾಣಿ ಅನಿಲ್ xyxy=(26,1295,122,1316)
divider xyxy=(600,957,1529,959)
prashasti-col-4: ಸಮಾರಂಭದ ಅಧ್ಯಕ್ಷತೆಯನ್ನು ಶಿಕ್ಷಣ ಇಲಾಖೆಯ ಅಧಿಕಾರಿಗಳು ವಹಿಸಿದ್ದರು. ಕಾರ್ಯಕ್ರಮದಲ್ಲಿ ಸ್ಥಳೀಯ ಸಂಘ ಸಂಸ್ಥೆಗಳ ಪದಾಧಿಕಾರಿಗಳು ಭಾಗವಹಿಸಿ ಶಿಕ್ಷಕರನ್ನು ಅಭಿನಂದಿಸಿದರು. ಕೊನೆಯಲ್ಲಿ ವಂದನಾರ್ಪಣೆ ನೆರವೇರಿತು. xyxy=(478,955,586,1114)
